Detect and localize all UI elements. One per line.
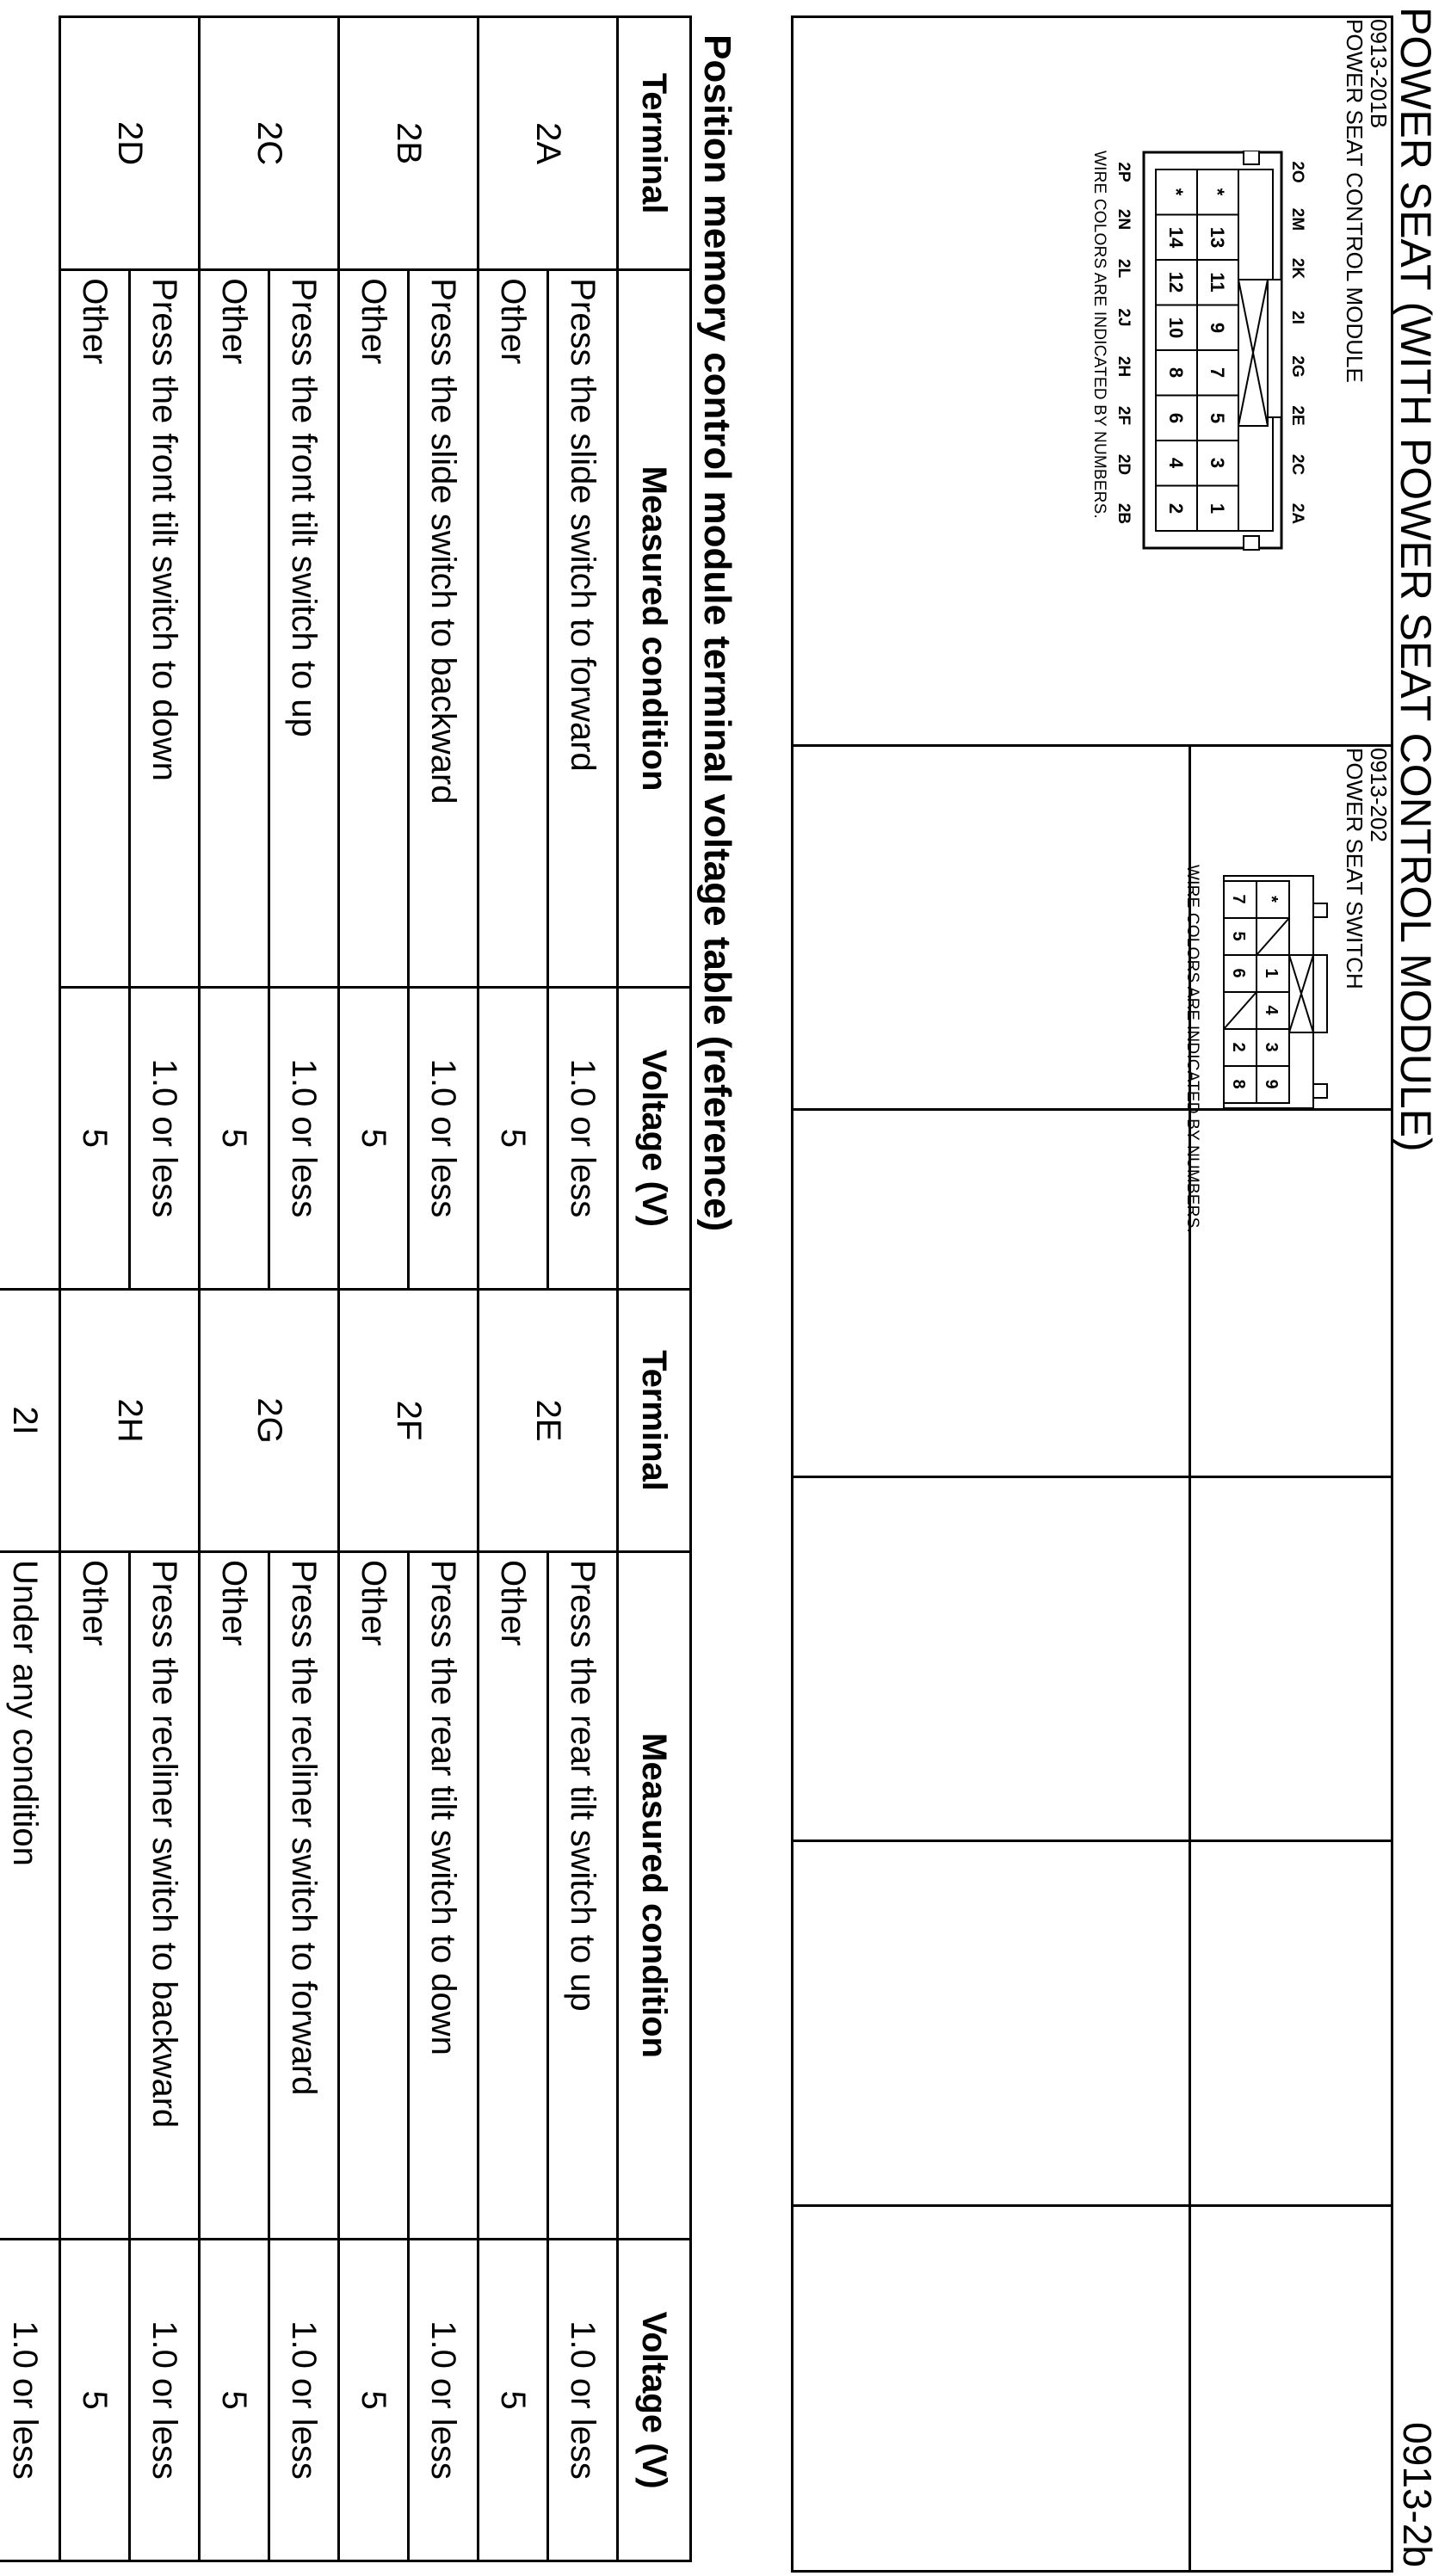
voltage-cell: 5	[339, 987, 409, 1289]
pin-number: 6	[1165, 412, 1187, 424]
pin-number: 3	[1207, 457, 1228, 469]
voltage-cell: 1.0 or less	[548, 987, 618, 1289]
pin-number: 11	[1207, 272, 1228, 293]
voltage-cell: 1.0 or less	[0, 2240, 60, 2561]
grid-divider	[791, 744, 1393, 747]
table-row	[409, 17, 479, 1290]
connector-1-note: WIRE COLORS ARE INDICATED BY NUMBERS.	[1090, 151, 1108, 519]
voltage-table-right	[0, 1288, 692, 2562]
pin-number: 1	[1262, 968, 1281, 978]
pin-label: 2P	[1114, 162, 1133, 182]
condition-cell: Press the rear tilt switch to down	[409, 1552, 479, 2240]
pin-number: 3	[1262, 1042, 1281, 1052]
pin-number: 6	[1229, 968, 1248, 978]
table-row	[269, 17, 339, 1290]
pin-number: 4	[1165, 457, 1187, 469]
condition-cell: Press the front tilt switch to up	[269, 270, 339, 988]
pin-label: 2B	[1114, 502, 1133, 525]
terminal-cell: 2B	[339, 17, 479, 270]
pin-number: 10	[1165, 317, 1187, 339]
connector-2-caption	[1343, 748, 1391, 989]
voltage-cell: 5	[479, 987, 548, 1289]
pin-label: 2K	[1288, 257, 1306, 280]
connector-2-code: 0913-202	[1366, 748, 1392, 842]
condition-cell: Press the recliner switch to backward	[130, 1552, 200, 2240]
grid-divider	[791, 1476, 1393, 1478]
pin-number: 12	[1165, 271, 1187, 293]
voltage-cell: 5	[479, 2240, 548, 2561]
pin-number: 8	[1229, 1079, 1248, 1089]
voltage-cell: 1.0 or less	[409, 2240, 479, 2561]
connector-1-code: 0913-201B	[1366, 19, 1392, 129]
table-row	[130, 17, 200, 1290]
terminal-cell: 2C	[200, 17, 339, 270]
pin-number: 7	[1207, 367, 1228, 379]
pin-label: 2N	[1114, 208, 1133, 231]
pin-label: 2E	[1288, 405, 1306, 426]
connector-1-diagram	[1137, 151, 1283, 555]
pin-label: 2I	[1288, 311, 1306, 324]
header-voltage: Voltage (V)	[618, 2240, 691, 2561]
terminal-cell: 2E	[479, 1290, 618, 1552]
grid-divider	[791, 2204, 1393, 2207]
table-row	[269, 1290, 339, 2561]
condition-cell: Under any condition	[0, 1552, 60, 2240]
connector-1-latch	[1238, 280, 1268, 426]
voltage-table-title: Position memory control module terminal voltage table (reference)	[696, 34, 738, 1232]
pin-number: 7	[1229, 894, 1248, 904]
pin-number: 1	[1207, 502, 1228, 515]
voltage-cell: 1.0 or less	[548, 2240, 618, 2561]
terminal-cell: 2H	[60, 1290, 200, 1552]
terminal-cell: 2D	[60, 17, 200, 270]
pin-label: 2G	[1288, 355, 1306, 378]
pin-number: 2	[1229, 1042, 1248, 1052]
voltage-cell: 5	[60, 987, 130, 1289]
pin-label: 2A	[1288, 502, 1306, 525]
voltage-cell: 1.0 or less	[269, 2240, 339, 2561]
condition-cell: Press the slide switch to backward	[409, 270, 479, 988]
pin-number: 9	[1262, 1079, 1281, 1089]
pin-number: *	[1165, 188, 1187, 196]
condition-cell: Press the front tilt switch to down	[130, 270, 200, 988]
condition-cell: Press the recliner switch to forward	[269, 1552, 339, 2240]
condition-cell: Other	[200, 270, 269, 988]
voltage-table-left	[59, 15, 692, 1291]
pin-label: 2C	[1288, 453, 1306, 476]
terminal-cell: 2F	[339, 1290, 479, 1552]
pin-number: *	[1207, 188, 1228, 196]
grid-divider	[791, 1840, 1393, 1842]
header-condition: Measured condition	[618, 270, 691, 988]
pin-label: 2F	[1114, 405, 1133, 426]
condition-cell: Other	[60, 270, 130, 988]
condition-cell: Other	[200, 1552, 269, 2240]
table-header-row	[618, 1290, 691, 2561]
condition-cell: Press the rear tilt switch to up	[548, 1552, 618, 2240]
voltage-cell: 1.0 or less	[130, 987, 200, 1289]
condition-cell: Other	[60, 1552, 130, 2240]
page-id: 0913-2b	[1395, 2422, 1440, 2567]
connector-2-note: WIRE COLORS ARE INDICATED BY NUMBERS.	[1183, 865, 1201, 1233]
pin-number: 14	[1165, 226, 1187, 249]
voltage-cell: 5	[200, 987, 269, 1289]
table-row	[130, 1290, 200, 2561]
pin-label: 2D	[1114, 453, 1133, 476]
header-terminal: Terminal	[618, 17, 691, 270]
grid-divider	[791, 1108, 1191, 1111]
pin-number: 5	[1229, 931, 1248, 941]
table-row	[0, 1290, 60, 2561]
pin-number: 2	[1165, 502, 1187, 515]
pin-label: 2J	[1114, 308, 1133, 327]
condition-cell: Press the slide switch to forward	[548, 270, 618, 988]
pin-label: 2M	[1288, 207, 1306, 231]
pin-number: 8	[1165, 367, 1187, 379]
voltage-cell: 5	[200, 2240, 269, 2561]
pin-number: 9	[1207, 322, 1228, 334]
header-voltage: Voltage (V)	[618, 987, 691, 1289]
condition-cell: Other	[479, 270, 548, 988]
connector-2-latch	[1289, 955, 1313, 1032]
pin-label: 2L	[1114, 258, 1133, 279]
header-condition: Measured condition	[618, 1552, 691, 2240]
voltage-cell: 1.0 or less	[269, 987, 339, 1289]
voltage-cell: 1.0 or less	[130, 2240, 200, 2561]
condition-cell: Other	[339, 1552, 409, 2240]
page-title: POWER SEAT (WITH POWER SEAT CONTROL MODULE)	[1392, 7, 1440, 1152]
pin-number: 5	[1207, 412, 1228, 424]
voltage-cell: 1.0 or less	[409, 987, 479, 1289]
table-row	[548, 17, 618, 1290]
terminal-cell: 2G	[200, 1290, 339, 1552]
header-terminal: Terminal	[618, 1290, 691, 1552]
terminal-cell: 2A	[479, 17, 618, 270]
pin-label: 2O	[1288, 161, 1306, 183]
connector-2-name: POWER SEAT SWITCH	[1342, 748, 1368, 989]
connector-1-name: POWER SEAT CONTROL MODULE	[1342, 19, 1368, 383]
condition-cell: Other	[339, 270, 409, 988]
voltage-cell: 5	[60, 2240, 130, 2561]
table-row	[548, 1290, 618, 2561]
pin-number: 13	[1207, 226, 1228, 249]
table-row	[409, 1290, 479, 2561]
terminal-cell: 2I	[0, 1290, 60, 1552]
pin-number: *	[1262, 896, 1281, 903]
pin-label: 2H	[1114, 355, 1133, 378]
table-header-row	[618, 17, 691, 1290]
voltage-cell: 5	[339, 2240, 409, 2561]
connector-1-caption	[1343, 19, 1391, 383]
condition-cell: Other	[479, 1552, 548, 2240]
pin-number: 4	[1262, 1005, 1281, 1015]
connector-2-diagram	[1201, 869, 1331, 1119]
